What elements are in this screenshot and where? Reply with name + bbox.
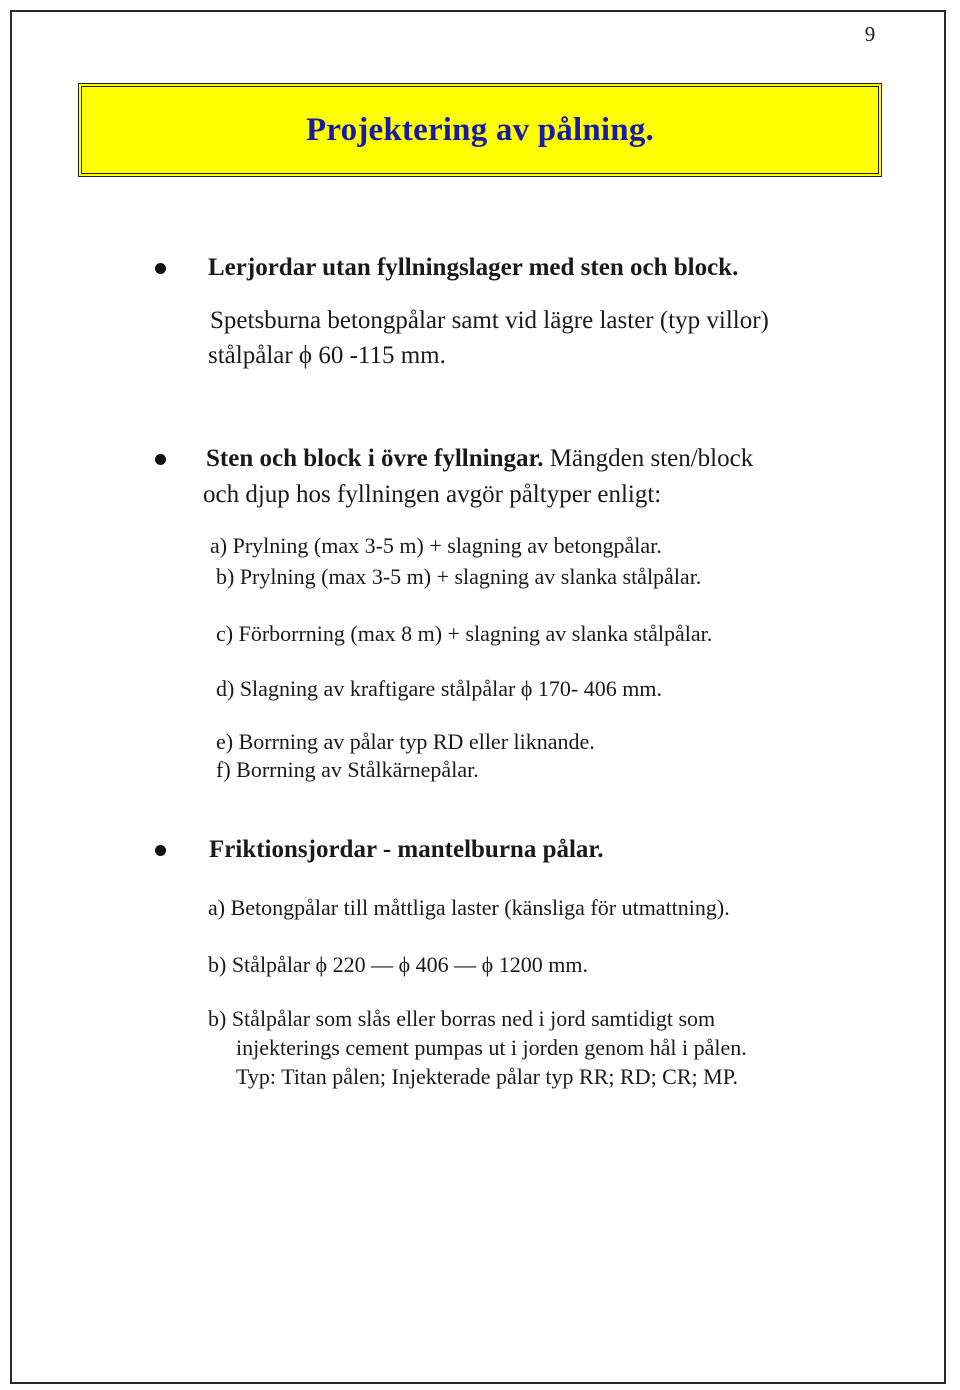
bullet-icon [155, 454, 166, 465]
list-item: e) Borrning av pålar typ RD eller liknande. [216, 729, 595, 754]
section2-heading [206, 444, 753, 474]
list-item: b) Prylning (max 3-5 m) + slagning av slanka stålpålar. [216, 564, 702, 589]
section1-heading: Lerjordar utan fyllningslager med sten och block. [208, 254, 739, 281]
title-box [78, 83, 882, 177]
page-number: 9 [864, 22, 876, 46]
bullet-icon [155, 263, 166, 274]
list-item: f) Borrning av Stålkärnepålar. [216, 757, 479, 782]
list-item-continuation: Typ: Titan pålen; Injekterade pålar typ RR; RD; CR; MP. [236, 1064, 738, 1089]
list-item: a) Betongpålar till måttliga laster (känsliga för utmattning). [208, 895, 730, 920]
list-item: d) Slagning av kraftigare stålpålar ϕ 170- 406 mm. [216, 676, 662, 701]
list-item: b) Stålpålar ϕ 220 — ϕ 406 — ϕ 1200 mm. [208, 952, 588, 977]
section1-line2: stålpålar ϕ 60 -115 mm. [208, 342, 446, 369]
section1-line1: Spetsburna betongpålar samt vid lägre laster (typ villor) [210, 307, 769, 334]
list-item: c) Förborrning (max 8 m) + slagning av slanka stålpålar. [216, 621, 713, 646]
section2-heading-bold: Sten och block i övre fyllningar. [206, 445, 544, 472]
section3-heading: Friktionsjordar - mantelburna pålar. [209, 836, 604, 863]
list-item-continuation: injekterings cement pumpas ut i jorden genom hål i pålen. [236, 1035, 747, 1060]
bullet-icon [155, 845, 166, 856]
list-item: b) Stålpålar som slås eller borras ned i jord samtidigt som [208, 1006, 716, 1031]
list-item: a) Prylning (max 3-5 m) + slagning av betongpålar. [210, 533, 662, 558]
page-title: Projektering av pålning. [306, 111, 654, 148]
section2-heading-line2: och djup hos fyllningen avgör påltyper enligt: [203, 481, 662, 508]
section2-heading-rest: Mängden sten/block [543, 445, 754, 472]
